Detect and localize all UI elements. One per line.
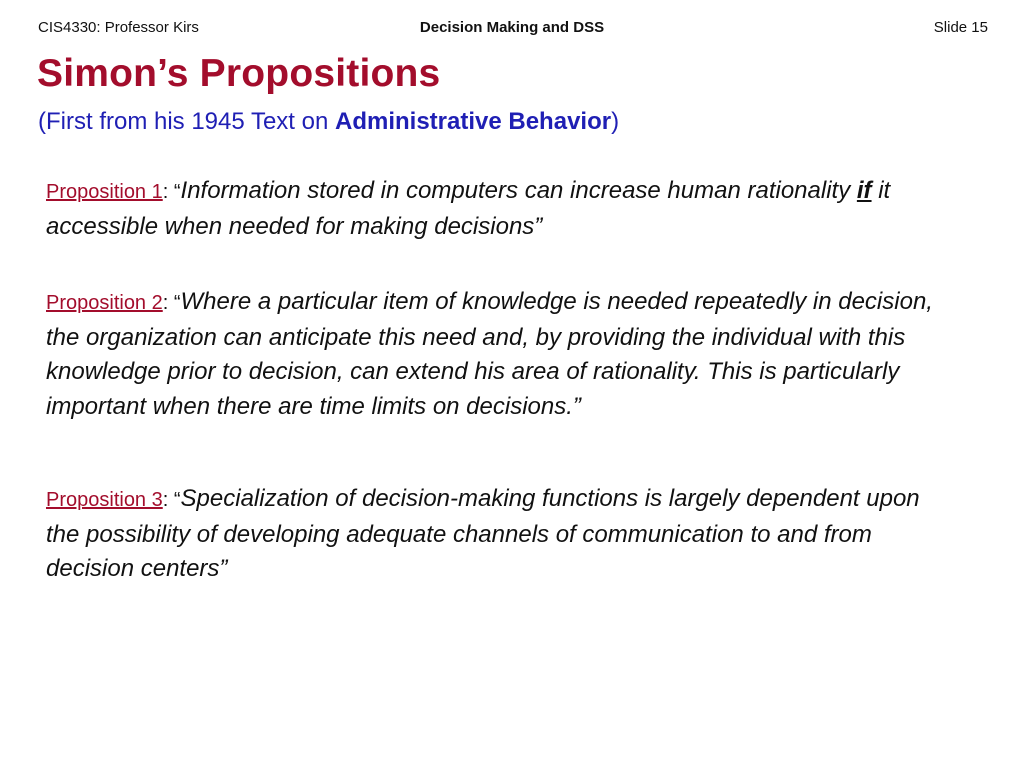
proposition-1: [46, 174, 946, 244]
proposition-2-link[interactable]: Proposition 2: [46, 292, 163, 314]
proposition-1-text-after: it accessible when needed for making decisions”: [46, 177, 891, 240]
proposition-2-separator: : “: [162, 292, 181, 314]
proposition-2-text: Where a particular item of knowledge is needed repeatedly in decision, the organization can anticipate this need and, by providing the individual with this knowledge prior to decision, can extend his area of rationality. This is particularly important when there are time limits on decisions.”: [46, 288, 933, 420]
proposition-1-text-before: Information stored in computers can increase human rationality: [180, 177, 857, 204]
header-topic: Decision Making and DSS: [419, 19, 605, 36]
subtitle-suffix: ): [611, 108, 620, 135]
proposition-1-separator: : “: [162, 181, 181, 203]
proposition-3: [46, 482, 946, 587]
proposition-1-link[interactable]: Proposition 1: [46, 181, 163, 203]
subtitle-prefix: (First from his 1945 Text on: [38, 108, 335, 135]
proposition-3-link[interactable]: Proposition 3: [46, 489, 163, 511]
header-course: CIS4330: Professor Kirs: [38, 19, 199, 36]
slide-title: Simon’s Propositions: [37, 52, 441, 95]
subtitle-book-title: Administrative Behavior: [335, 108, 612, 135]
header-slide-number: Slide 15: [933, 19, 988, 36]
proposition-1-emphasis: if: [856, 177, 872, 204]
proposition-2: [46, 285, 946, 424]
proposition-3-separator: : “: [162, 489, 181, 511]
proposition-3-text: Specialization of decision-making functions is largely dependent upon the possibility of developing adequate channels of communication to and from decision centers”: [46, 485, 920, 582]
slide-subtitle: [38, 108, 619, 136]
